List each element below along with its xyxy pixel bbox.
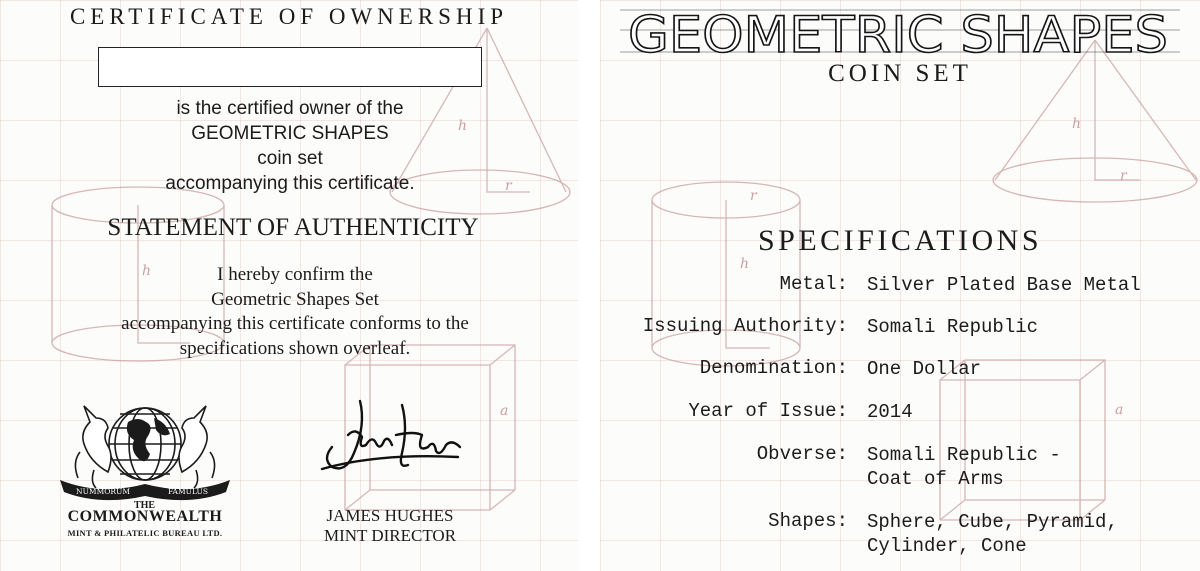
certificate-heading: CERTIFICATE OF OWNERSHIP: [69, 4, 509, 29]
statement-heading: STATEMENT OF AUTHENTICITY: [107, 214, 479, 241]
cube-sketch: [940, 360, 1105, 520]
statement-line: accompanying this certificate conforms to the: [121, 313, 469, 334]
diagram-label-a-cube: a: [1115, 402, 1124, 418]
commonwealth-mint-logo: [50, 392, 240, 502]
spec-value: Somali Republic - Coat of Arms: [867, 444, 1061, 490]
diagram-label-r-cone: r: [1120, 168, 1127, 184]
spec-value: One Dollar: [867, 358, 982, 380]
signatory-name: JAMES HUGHES: [326, 506, 454, 525]
specifications-heading: SPECIFICATIONS: [757, 224, 1043, 257]
logo-subtitle: MINT & PHILATELIC BUREAU LTD.: [67, 528, 223, 538]
spec-label: Year of Issue:: [688, 400, 848, 422]
signatory-block: [290, 506, 490, 546]
statement-line: I hereby confirm the: [217, 264, 373, 285]
diagram-label-h-cylinder: h: [740, 256, 750, 272]
ribbon-text-left: NUMMORUM: [76, 487, 131, 496]
owner-line: coin set: [257, 148, 323, 169]
diagram-label-r-cylinder: r: [750, 188, 757, 204]
spec-label: Denomination:: [699, 357, 848, 379]
owner-statement: [90, 96, 490, 196]
owner-line: GEOMETRIC SHAPES: [191, 123, 389, 144]
spec-value: Silver Plated Base Metal: [867, 274, 1141, 296]
signatory-title: MINT DIRECTOR: [323, 526, 457, 545]
spec-value: Sphere, Cube, Pyramid, Cylinder, Cone: [867, 511, 1118, 557]
handwritten-signature: [318, 395, 468, 485]
spec-label: Issuing Authority:: [642, 315, 848, 337]
specifications-panel: [600, 0, 1200, 571]
diagram-label-h-cylinder: h: [142, 263, 152, 279]
spec-label: Shapes:: [768, 510, 848, 532]
statement-line: Geometric Shapes Set: [211, 288, 379, 310]
left-unicorn-supporter: [75, 406, 111, 488]
spec-label: Obverse:: [756, 443, 848, 465]
statement-text: [70, 263, 520, 361]
diagram-label-r-cone: r: [505, 178, 512, 194]
ribbon-text-right: FAMULUS: [168, 487, 208, 496]
coin-set-subtitle: COIN SET: [828, 60, 972, 87]
spec-value: Somali Republic: [867, 316, 1039, 338]
owner-line: is the certified owner of the: [176, 98, 404, 119]
diagram-label-a-cube: a: [500, 403, 509, 419]
owner-line: accompanying this certificate.: [165, 173, 415, 194]
geometric-shapes-title: [620, 2, 1180, 62]
cone-axis: [487, 28, 530, 192]
logo-the: THE: [133, 500, 156, 511]
statement-line: specifications shown overleaf.: [179, 337, 411, 359]
title-wordmark: GEOMETRIC SHAPES: [628, 6, 1168, 62]
certificate-panel: [0, 0, 578, 571]
spec-label: Metal:: [779, 273, 848, 295]
diagram-label-h-cone: h: [1072, 116, 1082, 132]
spec-value: 2014: [867, 401, 913, 423]
right-unicorn-supporter: [179, 406, 215, 488]
diagram-label-h-cone: h: [458, 118, 468, 134]
owner-name-field[interactable]: [98, 47, 482, 87]
logo-name: COMMONWEALTH: [67, 508, 223, 525]
